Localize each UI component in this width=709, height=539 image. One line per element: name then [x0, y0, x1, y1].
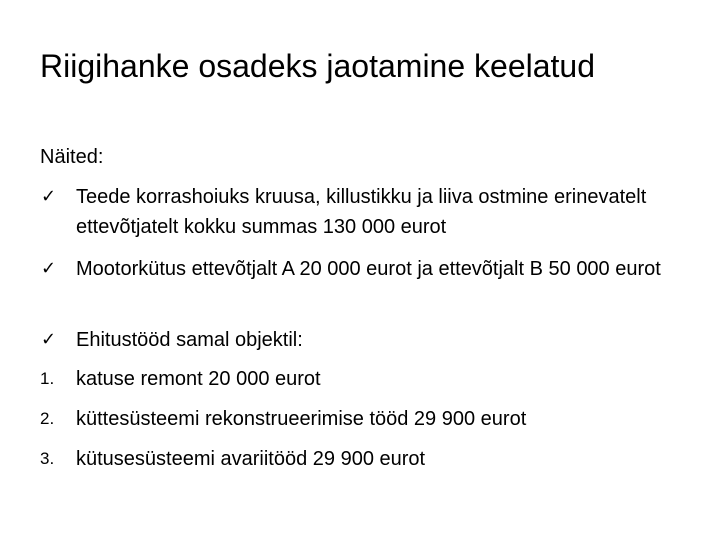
check-list-item — [40, 182, 700, 242]
numbered-list-item-text: küttesüsteemi rekonstrueerimise tööd 29 900 eurot — [76, 408, 527, 430]
numbered-list-item-text: katuse remont 20 000 eurot — [76, 368, 321, 390]
intro-text: Näited: — [40, 146, 104, 168]
numbered-list-item — [40, 364, 700, 394]
check-list-item — [40, 325, 700, 355]
check-list-item-text: Ehitustööd samal objektil: — [76, 329, 303, 351]
check-list-item-text: Teede korrashoiuks kruusa, killustikku ja liiva ostmine erinevatelt ettevõtjatelt kokku summas 130 000 eurot — [76, 186, 647, 238]
numbered-list-item-text: kütusesüsteemi avariitööd 29 900 eurot — [76, 448, 426, 470]
checkmark-icon: ✓ — [41, 329, 57, 350]
numbered-list-item — [40, 444, 700, 474]
check-list-item — [40, 254, 700, 284]
checkmark-icon: ✓ — [41, 258, 57, 279]
check-list-item-text: Mootorkütus ettevõtjalt A 20 000 eurot ja ettevõtjalt B 50 000 eurot — [76, 258, 661, 280]
slide-title: Riigihanke osadeks jaotamine keelatud — [40, 48, 596, 84]
list-number: 2. — [40, 409, 55, 428]
numbered-list-item — [40, 404, 700, 434]
list-number: 1. — [40, 369, 55, 388]
list-number: 3. — [40, 449, 55, 468]
checkmark-icon: ✓ — [41, 186, 57, 207]
